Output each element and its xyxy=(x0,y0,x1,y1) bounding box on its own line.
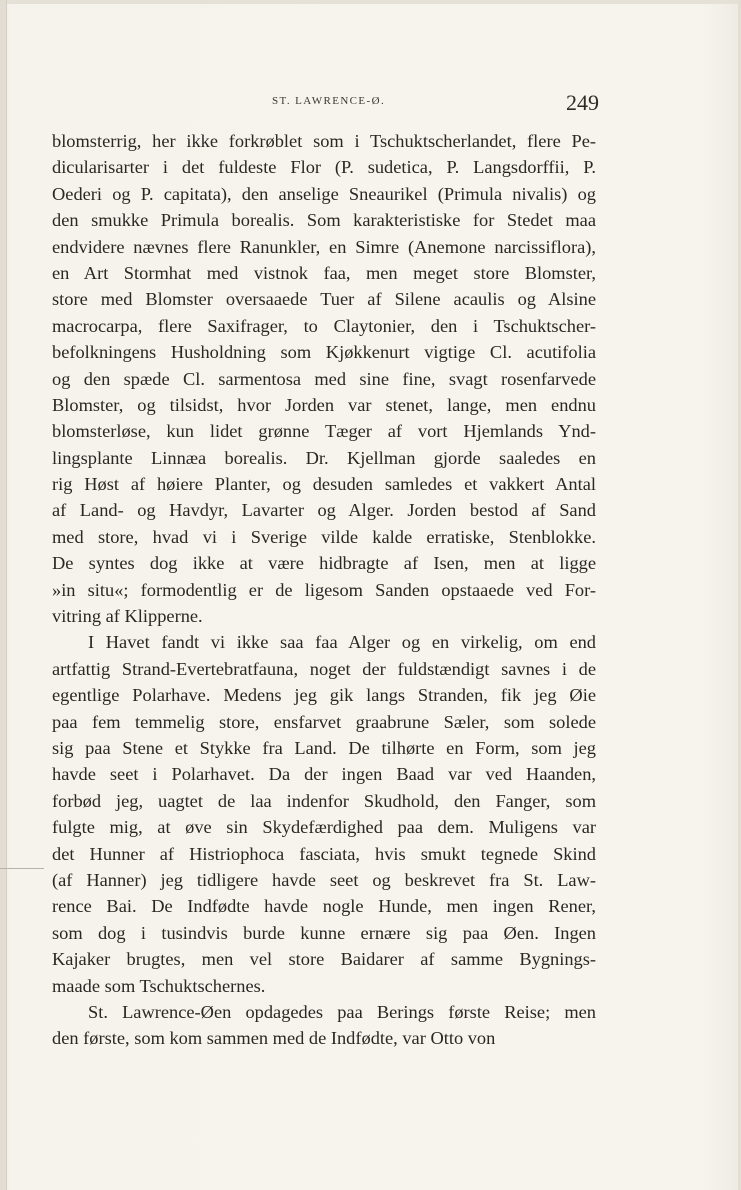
text-line: Oederi og P. capitata), den anselige Sneaurikel (Primula nivalis) og xyxy=(52,183,596,204)
text-line: lingsplante Linnæa borealis. Dr. Kjellman gjorde saaledes en xyxy=(52,447,596,468)
margin-mark xyxy=(0,868,44,869)
text-line: blomsterrig, her ikke forkrøblet som i Tschuktscherlandet, flere Pe- xyxy=(52,131,596,151)
text-line: store med Blomster oversaaede Tuer af Silene acaulis og Alsine xyxy=(52,289,596,310)
text-line: vitring af Klipperne. xyxy=(52,606,203,627)
text-line: maade som Tschuktschernes. xyxy=(52,975,266,996)
text-line: som dog i tusindvis burde kunne ernære sig paa Øen. Ingen xyxy=(52,922,596,943)
text-line: dicularisarter i det fuldeste Flor (P. sudetica, P. Langsdorffii, P. xyxy=(52,157,596,178)
text-line: De syntes dog ikke at være hidbragte af Isen, men at ligge xyxy=(52,553,596,574)
page-binding-edge xyxy=(0,0,7,1190)
text-line: egentlige Polarhave. Medens jeg gik langs Stranden, fik jeg Øie xyxy=(52,685,596,706)
body-text xyxy=(52,128,596,1052)
text-line: befolkningens Husholdning som Kjøkkenurt vigtige Cl. acutifolia xyxy=(52,342,596,363)
text-line: (af Hanner) jeg tidligere havde seet og beskrevet fra St. Law- xyxy=(52,869,596,890)
text-line: den første, som kom sammen med de Indfødte, var Otto von xyxy=(52,1028,496,1049)
text-line: rence Bai. De Indfødte havde nogle Hunde, men ingen Rener, xyxy=(52,896,596,917)
text-line: artfattig Strand-Evertebratfauna, noget der fuldstændigt savnes i de xyxy=(52,658,596,679)
text-line: fulgte mig, at øve sin Skydefærdighed paa dem. Muligens var xyxy=(52,817,596,838)
paragraph xyxy=(52,999,596,1052)
text-line: rig Høst af høiere Planter, og desuden samledes et vakkert Antal xyxy=(52,474,596,495)
text-line: macrocarpa, flere Saxifrager, to Claytonier, den i Tschuktscher- xyxy=(52,315,596,336)
page-number: 249 xyxy=(566,90,599,115)
running-head-title: ST. LAWRENCE-Ø. xyxy=(272,95,386,107)
text-line: med store, hvad vi i Sverige vilde kalde erratiske, Stenblokke. xyxy=(52,526,596,547)
text-line: endvidere nævnes flere Ranunkler, en Simre (Anemone narcissiflora), xyxy=(52,236,596,257)
paragraph xyxy=(52,128,596,629)
text-line: og den spæde Cl. sarmentosa med sine fine, svagt rosenfarvede xyxy=(52,368,596,389)
paragraph xyxy=(52,629,596,998)
text-line: den smukke Primula borealis. Som karakteristiske for Stedet maa xyxy=(52,210,596,231)
text-line: en Art Stormhat med vistnok faa, men meget store Blomster, xyxy=(52,262,596,283)
text-line: forbød jeg, uagtet de laa indenfor Skudhold, den Fanger, som xyxy=(52,790,596,811)
text-line: »in situ«; formodentlig er de ligesom Sanden opstaaede ved For- xyxy=(52,579,596,600)
text-line: af Land- og Havdyr, Lavarter og Alger. Jorden bestod af Sand xyxy=(52,500,596,521)
text-line: Kajaker brugtes, men vel store Baidarer af samme Bygnings- xyxy=(52,949,596,970)
text-line: paa fem temmelig store, ensfarvet graabrune Sæler, som solede xyxy=(52,711,596,732)
text-line: det Hunner af Histriophoca fasciata, hvis smukt tegnede Skind xyxy=(52,843,596,864)
text-line: Blomster, og tilsidst, hvor Jorden var stenet, lange, men endnu xyxy=(52,394,596,415)
text-line: havde seet i Polarhavet. Da der ingen Baad var ved Haanden, xyxy=(52,764,596,785)
text-line: blomsterløse, kun lidet grønne Tæger af vort Hjemlands Ynd- xyxy=(52,421,596,442)
page-top-edge xyxy=(0,0,741,4)
text-line: sig paa Stene et Stykke fra Land. De tilhørte en Form, som jeg xyxy=(52,737,596,758)
text-line: I Havet fandt vi ikke saa faa Alger og en virkelig, om end xyxy=(88,632,596,653)
text-line: St. Lawrence-Øen opdagedes paa Berings første Reise; men xyxy=(88,1001,596,1022)
